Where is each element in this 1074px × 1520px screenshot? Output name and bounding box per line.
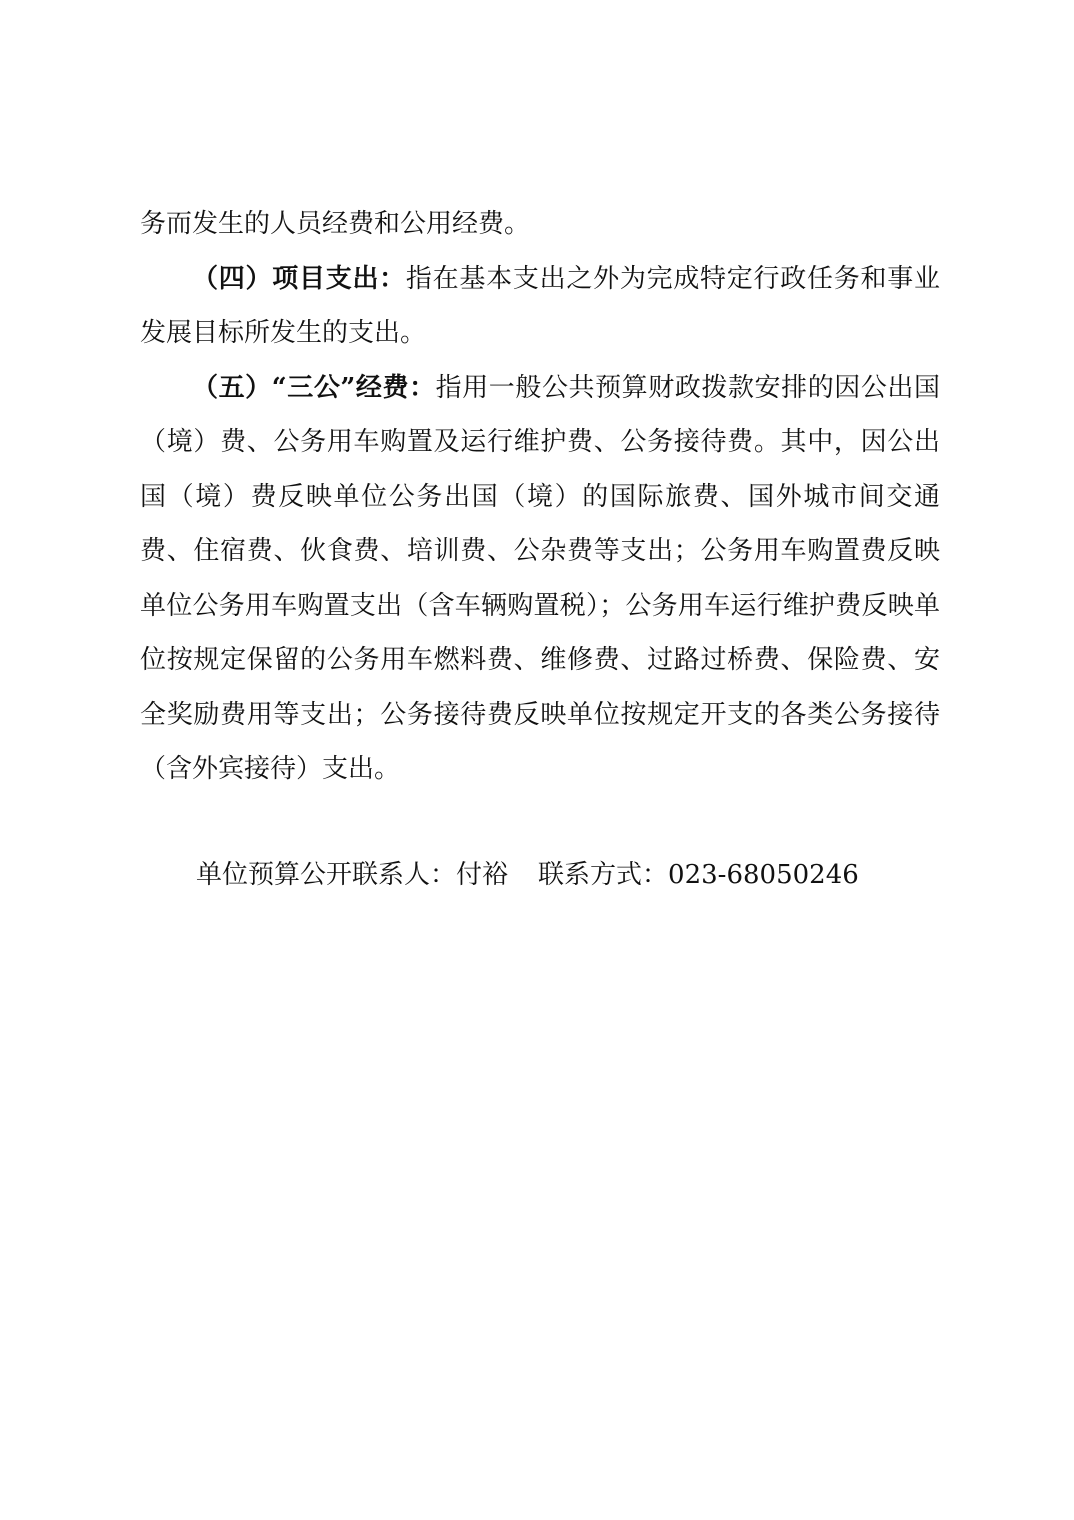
contact-person-name: 付裕 xyxy=(456,860,509,890)
term-three-public-expenses: （五）“三公”经费： xyxy=(192,372,436,403)
contact-phone: 023-68050246 xyxy=(668,860,859,890)
paragraph-three-public-expenses xyxy=(140,361,940,797)
body-text xyxy=(140,197,940,797)
paragraph-continuation xyxy=(140,197,940,252)
paragraph-text: 务而发生的人员经费和公用经费。 xyxy=(140,209,531,239)
paragraph-text: 指用一般公共预算财政拨款安排的因公出国（境）费、公务用车购置及运行维护费、公务接待费。其中，因公出国（境）费反映单位公务出国（境）的国际旅费、国外城市间交通费、住宿费、伙食费、培训费、公杂费等支出；公务用车购置费反映单位公务用车购置支出（含车辆购置税）；公务用车运行维护费反映单位按规定保留的公务用车燃料费、维修费、过路过桥费、保险费、安全奖励费用等支出；公务接待费反映单位按规定开支的各类公务接待（含外宾接待）支出。 xyxy=(140,372,940,784)
term-project-expenditure: （四）项目支出： xyxy=(192,263,406,294)
contact-person-label: 单位预算公开联系人： xyxy=(196,860,457,890)
contact-line xyxy=(196,848,859,902)
paragraph-project-expenditure xyxy=(140,252,940,361)
paragraph-text: 指在基本支出之外为完成特定行政任务和事业发展目标所发生的支出。 xyxy=(140,263,940,348)
contact-method-label: 联系方式： xyxy=(538,860,669,890)
